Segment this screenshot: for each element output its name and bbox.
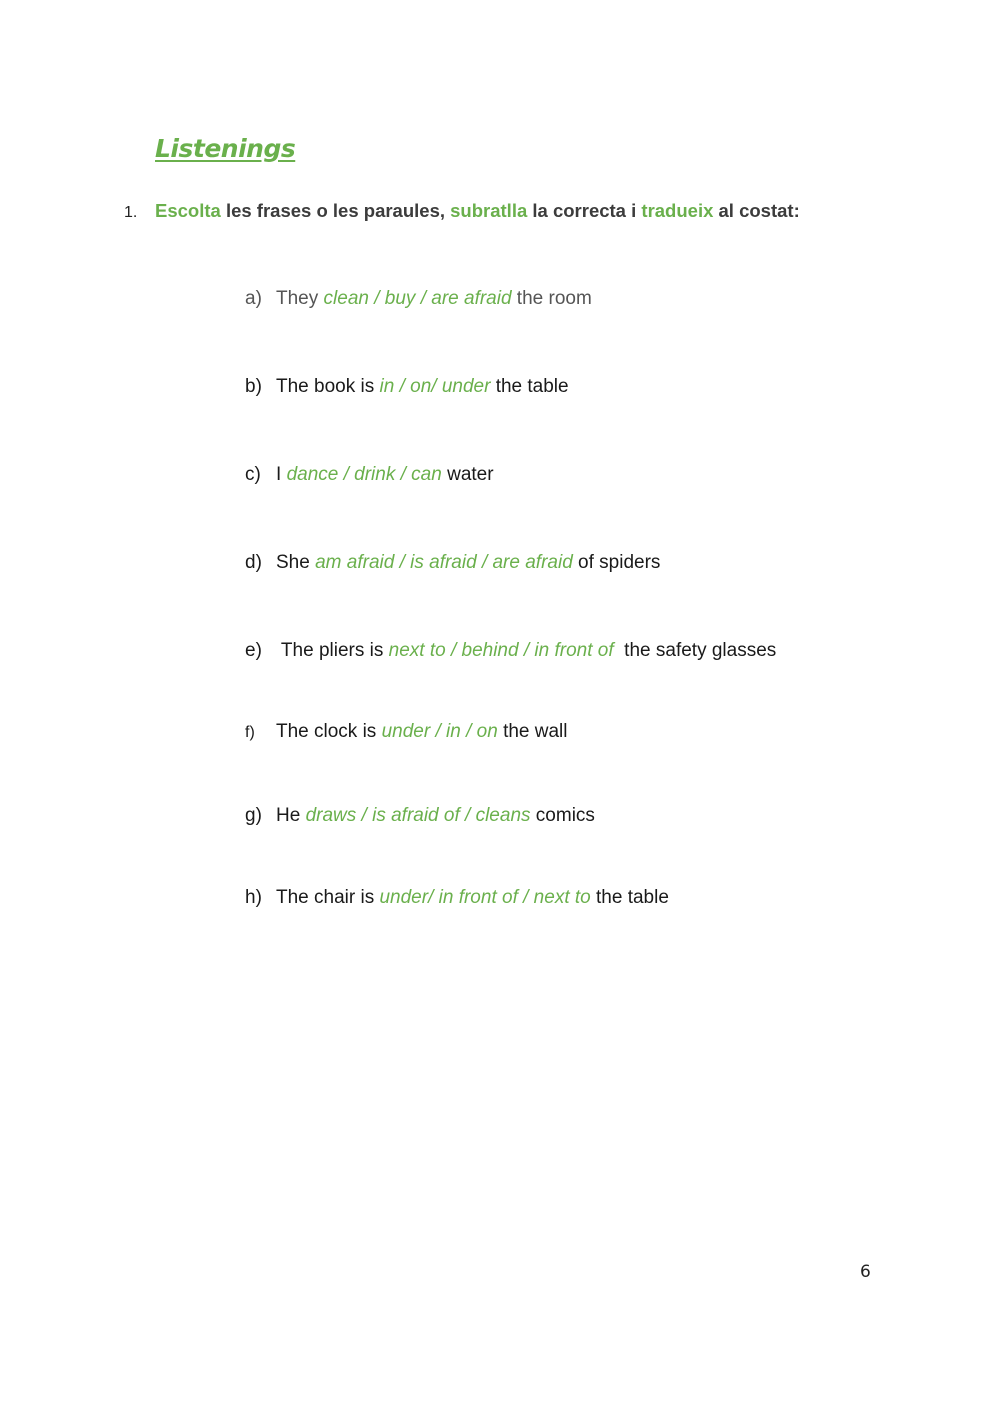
item-after: of spiders	[572, 552, 661, 573]
item-label: b)	[245, 376, 262, 397]
item-options: dance / drink / can	[286, 464, 442, 485]
item-options: am afraid / is afraid / are afraid	[315, 552, 573, 573]
page-number: 6	[860, 1262, 871, 1282]
item-before: The book is	[276, 376, 380, 397]
item-after: the room	[511, 288, 592, 309]
item-options: draws / is afraid of / cleans	[305, 805, 531, 826]
list-item	[245, 805, 595, 827]
instruction-text-1: les frases o les paraules,	[220, 200, 451, 221]
list-item	[245, 288, 592, 310]
item-after: water	[441, 464, 494, 485]
instruction-word-escolta: Escolta	[155, 200, 221, 221]
item-before: I	[276, 464, 287, 485]
item-label: g)	[245, 805, 262, 826]
list-item	[245, 887, 669, 909]
item-label: h)	[245, 887, 262, 908]
item-label: a)	[245, 288, 262, 309]
instruction	[124, 200, 800, 222]
item-label: c)	[245, 464, 261, 485]
item-label: e)	[245, 640, 262, 661]
instruction-word-tradueix: tradueix	[641, 200, 714, 221]
list-item	[245, 721, 568, 743]
item-before: The pliers is	[276, 640, 389, 661]
instruction-text-3: al costat:	[713, 200, 800, 221]
instruction-text-2: la correcta i	[527, 200, 642, 221]
item-options: under/ in front of / next to	[379, 887, 591, 908]
item-after: the wall	[497, 721, 568, 742]
instruction-number: 1.	[124, 204, 138, 221]
item-options: under / in / on	[381, 721, 498, 742]
item-before: The clock is	[276, 721, 382, 742]
page-title: Listenings	[155, 134, 296, 163]
item-options: in / on/ under	[379, 376, 491, 397]
list-item	[245, 376, 569, 398]
item-before: He	[276, 805, 306, 826]
item-before: She	[276, 552, 316, 573]
item-before: They	[276, 288, 324, 309]
list-item	[245, 464, 494, 486]
instruction-word-subratlla: subratlla	[450, 200, 528, 221]
list-item	[245, 552, 660, 574]
item-options: next to / behind / in front of	[388, 640, 619, 661]
item-after: the table	[590, 887, 669, 908]
item-after: the table	[490, 376, 569, 397]
item-options: clean / buy / are afraid	[323, 288, 512, 309]
item-label: d)	[245, 552, 262, 573]
item-after: comics	[530, 805, 595, 826]
item-after: the safety glasses	[618, 640, 777, 661]
item-label: f)	[245, 724, 255, 741]
list-item	[245, 640, 776, 662]
item-before: The chair is	[276, 887, 380, 908]
